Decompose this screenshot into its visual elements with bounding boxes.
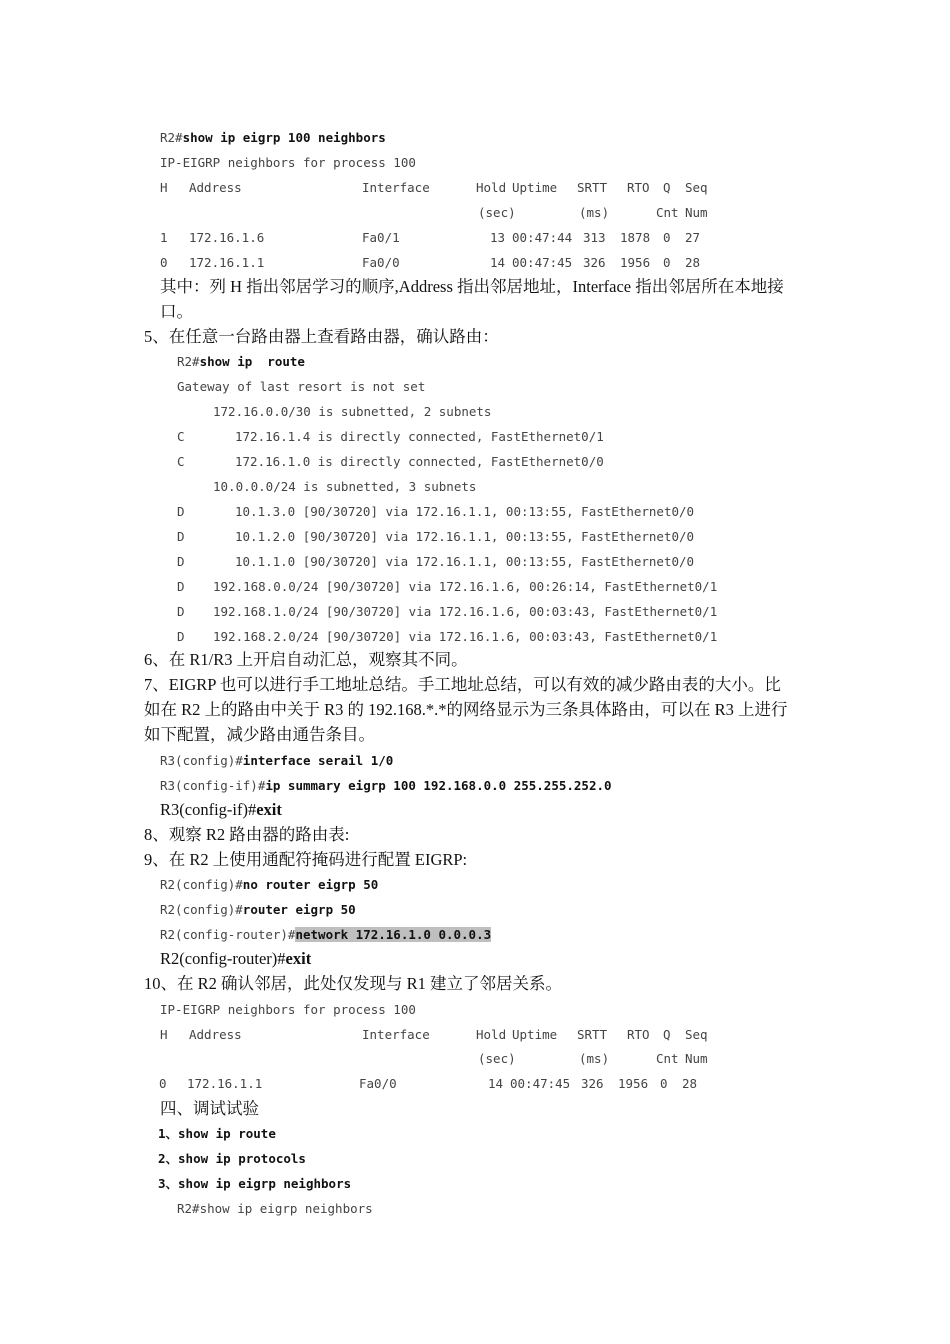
step-6: 6、在 R1/R3 上开启自动汇总，观察其不同。 [144,650,468,669]
cell-interface: Fa0/0 [359,1076,397,1091]
cell-seq: 28 [682,1076,698,1091]
cell-q: 0 [663,230,671,245]
cell-hold: 14 [488,1076,504,1091]
note-paragraph-cont: 口。 [160,302,193,321]
step-5: 5、在任意一台路由器上查看路由器，确认路由： [144,327,499,346]
cell-address: 172.16.1.6 [189,230,265,245]
command-line: R2(config-router)#network 172.16.1.0 0.0.0.3 [160,927,492,942]
command-line: R3(config-if)#exit [160,800,282,819]
cell-uptime: 00:47:45 [510,1076,571,1091]
command-line: R3(config-if)#ip summary eigrp 100 192.168.0.0 255.255.252.0 [160,778,612,793]
col-q: Q [663,1027,671,1042]
command-line: R2#show ip eigrp 100 neighbors [160,130,386,145]
col-seq: Seq [685,180,708,195]
debug-item: 1、show ip route [158,1126,276,1141]
col-uptime: Uptime [512,1027,558,1042]
route-code: D [177,504,185,519]
cell-h: 0 [160,255,168,270]
col-rto: RTO [627,180,650,195]
cell-interface: Fa0/0 [362,255,400,270]
col-ms: (ms) [579,205,610,220]
col-h: H [160,1027,168,1042]
command-line: R2(config)#router eigrp 50 [160,902,356,917]
col-q: Q [663,180,671,195]
note-paragraph: 其中：列 H 指出邻居学习的顺序,Address 指出邻居地址，Interface 指出邻居所在本地接 [160,277,784,296]
command-line: R2(config-router)#exit [160,949,312,968]
route-line: 172.16.1.4 is directly connected, FastEthernet0/1 [235,429,604,444]
route-line: 192.168.2.0/24 [90/30720] via 172.16.1.6, 00:03:43, FastEthernet0/1 [213,629,718,644]
output-title: IP-EIGRP neighbors for process 100 [160,1002,416,1017]
cell-uptime: 00:47:44 [512,230,573,245]
route-line: 10.1.2.0 [90/30720] via 172.16.1.1, 00:13:55, FastEthernet0/0 [235,529,695,544]
col-interface: Interface [362,180,430,195]
cell-hold: 13 [490,230,506,245]
route-line: 172.16.0.0/30 is subnetted, 2 subnets [213,404,492,419]
col-ms: (ms) [579,1051,610,1066]
cell-q: 0 [660,1076,668,1091]
debug-item: 3、show ip eigrp neighbors [158,1176,352,1191]
step-7-cont: 如下配置，减少路由通告条目。 [144,725,375,744]
col-address: Address [189,1027,242,1042]
debug-item: 2、show ip protocols [158,1151,306,1166]
col-srtt: SRTT [577,180,608,195]
col-uptime: Uptime [512,180,558,195]
route-line: 172.16.1.0 is directly connected, FastEthernet0/0 [235,454,604,469]
route-code: D [177,529,185,544]
col-h: H [160,180,168,195]
command-line: R2(config)#no router eigrp 50 [160,877,379,892]
cell-rto: 1878 [620,230,651,245]
col-rto: RTO [627,1027,650,1042]
route-line: 10.1.1.0 [90/30720] via 172.16.1.1, 00:13:55, FastEthernet0/0 [235,554,695,569]
route-line: 10.0.0.0/24 is subnetted, 3 subnets [213,479,477,494]
cell-address: 172.16.1.1 [187,1076,263,1091]
cell-h: 0 [159,1076,167,1091]
highlighted-command: network 172.16.1.0 0.0.0.3 [295,927,492,942]
route-code: D [177,579,185,594]
col-cnt: Cnt [656,1051,679,1066]
step-7: 7、EIGRP 也可以进行手工地址总结。手工地址总结，可以有效的减少路由表的大小。比 [144,675,781,694]
col-num: Num [685,1051,708,1066]
col-seq: Seq [685,1027,708,1042]
cell-srtt: 326 [583,255,606,270]
route-line: 10.1.3.0 [90/30720] via 172.16.1.1, 00:13:55, FastEthernet0/0 [235,504,695,519]
cell-rto: 1956 [618,1076,649,1091]
cell-seq: 28 [685,255,701,270]
col-interface: Interface [362,1027,430,1042]
route-code: D [177,604,185,619]
step-7-cont: 如在 R2 上的路由中关于 R3 的 192.168.*.*的网络显示为三条具体路由，可以在 R3 上进行 [144,700,788,719]
route-code: D [177,554,185,569]
route-code: C [177,429,185,444]
col-hold: Hold [476,1027,507,1042]
command-line: R2#show ip route [177,354,305,369]
route-line: Gateway of last resort is not set [177,379,426,394]
step-9: 9、在 R2 上使用通配符掩码进行配置 EIGRP: [144,850,468,869]
command-line: R2#show ip eigrp neighbors [177,1201,373,1216]
route-line: 192.168.1.0/24 [90/30720] via 172.16.1.6, 00:03:43, FastEthernet0/1 [213,604,718,619]
col-sec: (sec) [478,1051,516,1066]
col-address: Address [189,180,242,195]
cell-interface: Fa0/1 [362,230,400,245]
col-hold: Hold [476,180,507,195]
cell-seq: 27 [685,230,701,245]
route-code: D [177,629,185,644]
cell-rto: 1956 [620,255,651,270]
cell-h: 1 [160,230,168,245]
col-srtt: SRTT [577,1027,608,1042]
route-code: C [177,454,185,469]
section-heading: 四、调试试验 [160,1099,259,1118]
col-sec: (sec) [478,205,516,220]
output-title: IP-EIGRP neighbors for process 100 [160,155,416,170]
step-10: 10、在 R2 确认邻居，此处仅发现与 R1 建立了邻居关系。 [144,974,563,993]
cell-srtt: 326 [581,1076,604,1091]
cell-q: 0 [663,255,671,270]
col-num: Num [685,205,708,220]
route-line: 192.168.0.0/24 [90/30720] via 172.16.1.6, 00:26:14, FastEthernet0/1 [213,579,718,594]
col-cnt: Cnt [656,205,679,220]
cell-hold: 14 [490,255,506,270]
command-line: R3(config)#interface serail 1/0 [160,753,394,768]
cell-srtt: 313 [583,230,606,245]
cell-uptime: 00:47:45 [512,255,573,270]
step-8: 8、观察 R2 路由器的路由表: [144,825,350,844]
cell-address: 172.16.1.1 [189,255,265,270]
